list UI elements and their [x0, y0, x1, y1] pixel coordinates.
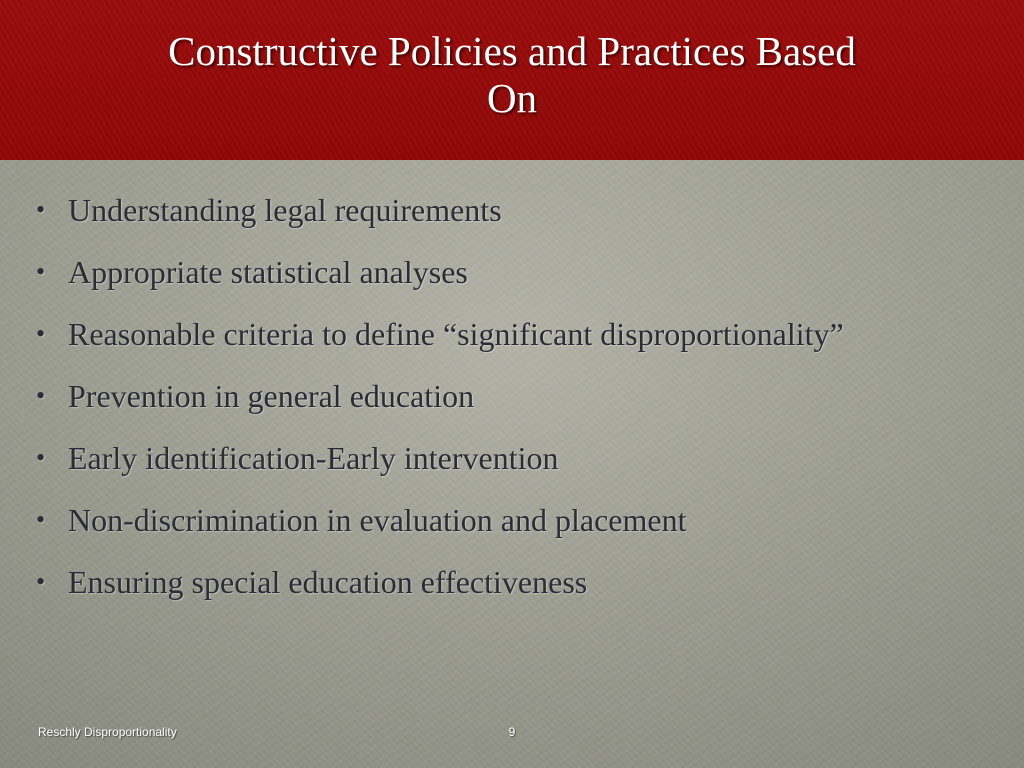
bullet-dot-icon: • [36, 257, 46, 286]
bullet-item [36, 380, 936, 412]
slide-title [60, 28, 964, 122]
bullet-text: Appropriate statistical analyses [68, 254, 468, 290]
title-banner [0, 0, 1024, 160]
bullet-text: Reasonable criteria to define “significant disproportionality” [68, 316, 844, 352]
bullet-dot-icon: • [36, 195, 46, 224]
bullet-text: Early identification-Early intervention [68, 440, 559, 476]
bullet-item [36, 566, 936, 598]
bullet-item [36, 194, 936, 226]
bullet-text: Ensuring special education effectiveness [68, 564, 588, 600]
bullet-item [36, 318, 936, 350]
bullet-item [36, 442, 936, 474]
bullet-dot-icon: • [36, 443, 46, 472]
bullet-dot-icon: • [36, 567, 46, 596]
footer-text: Reschly Disproportionality [38, 725, 177, 739]
bullet-dot-icon: • [36, 381, 46, 410]
bullet-dot-icon: • [36, 505, 46, 534]
bullet-list [36, 194, 936, 628]
bullet-item [36, 256, 936, 288]
bullet-text: Non-discrimination in evaluation and placement [68, 502, 687, 538]
bullet-text: Prevention in general education [68, 378, 475, 414]
bullet-item [36, 504, 936, 536]
bullet-dot-icon: • [36, 319, 46, 348]
slide-title-line-2: On [486, 75, 538, 121]
slide-title-line-1: Constructive Policies and Practices Based [168, 28, 856, 74]
page-number: 9 [508, 725, 516, 739]
bullet-text: Understanding legal requirements [68, 192, 502, 228]
